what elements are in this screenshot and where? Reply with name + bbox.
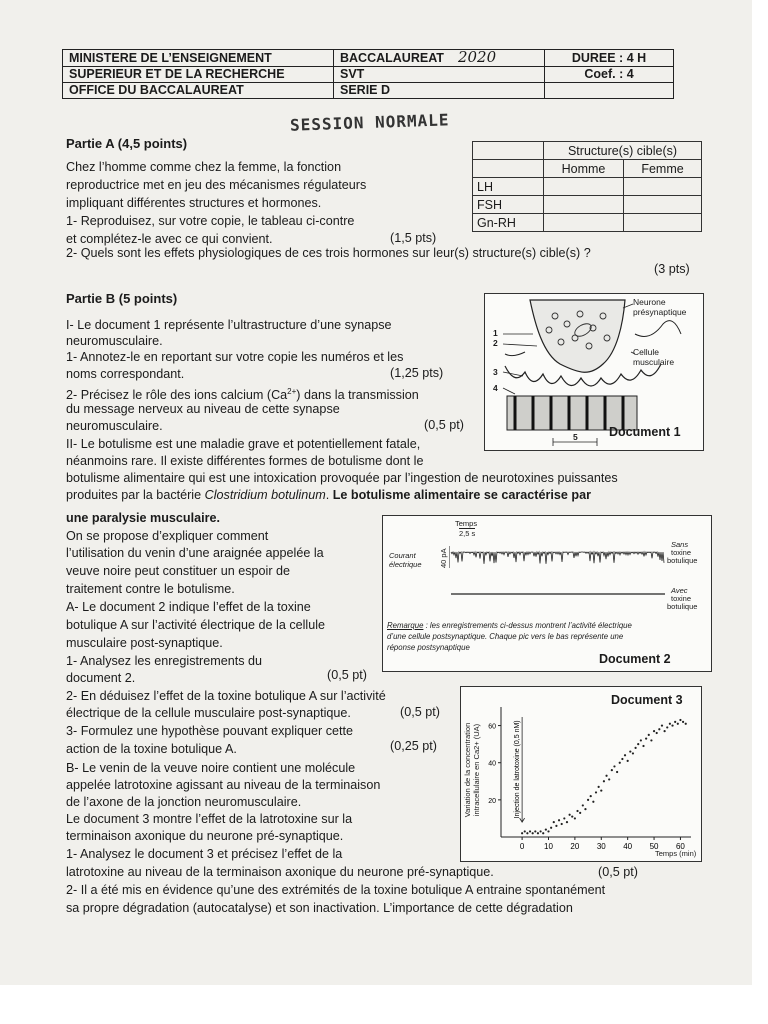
document1-figure bbox=[484, 293, 704, 451]
avec-label: botulique bbox=[667, 602, 698, 611]
avec-label: Avec bbox=[671, 586, 688, 595]
data-point bbox=[637, 743, 639, 745]
recordings bbox=[449, 538, 667, 608]
text-line: I- Le document 1 représente l’ultrastructure d’une synapse bbox=[66, 318, 392, 332]
data-point bbox=[555, 825, 557, 827]
text-line: 1- Annotez-le en reportant sur votre copie les numéros et les bbox=[66, 350, 404, 364]
sans-label: Sans bbox=[671, 540, 689, 549]
data-point bbox=[682, 721, 684, 723]
text-line: On se propose d’expliquer comment bbox=[66, 529, 269, 543]
text-line: sa propre dégradation (autocatalyse) et son inactivation. L’importance de cette dégradation bbox=[66, 901, 573, 915]
text-line: 1- Analysez le document 3 et précisez l’effet de la bbox=[66, 847, 343, 861]
data-point bbox=[579, 812, 581, 814]
data-point bbox=[532, 832, 534, 834]
document3-figure bbox=[460, 686, 702, 862]
table-header: Structure(s) cible(s) bbox=[544, 142, 702, 160]
data-point bbox=[526, 832, 528, 834]
text-line: botulique A sur l’activité électrique de la cellule bbox=[66, 618, 326, 632]
text-line: 2- Quels sont les effets physiologiques de ces trois hormones sur leur(s) structure(s) cible(s) ? bbox=[66, 246, 591, 260]
data-point bbox=[661, 724, 663, 726]
doc3-title: Document 3 bbox=[611, 693, 683, 707]
data-point bbox=[574, 817, 576, 819]
data-point bbox=[545, 828, 547, 830]
data-point bbox=[598, 786, 600, 788]
text-line: 2- En déduisez l’effet de la toxine botulique A sur l’activité bbox=[66, 689, 386, 703]
courant-label: Courant bbox=[389, 551, 416, 560]
empty-cell bbox=[545, 83, 674, 99]
trace-sans-toxine bbox=[451, 552, 664, 564]
serie-cell: SERIE D bbox=[334, 83, 545, 99]
data-point bbox=[587, 799, 589, 801]
text-line: une paralysie musculaire. bbox=[66, 511, 220, 525]
document2-figure bbox=[382, 515, 712, 672]
data-point bbox=[645, 737, 647, 739]
data-point bbox=[529, 830, 531, 832]
data-point bbox=[611, 769, 613, 771]
points-a1: (0,5 pt) bbox=[327, 668, 367, 682]
data-point bbox=[677, 723, 679, 725]
x-tick-label: 60 bbox=[675, 842, 685, 851]
temps-label: Temps bbox=[455, 519, 478, 528]
injection-label: Injection de latrotoxine (0,5 nM) bbox=[514, 720, 522, 819]
text-line: noms correspondant. bbox=[66, 367, 185, 381]
doc1-number: 5 bbox=[573, 432, 578, 442]
courant-label: électrique bbox=[389, 560, 422, 569]
doc1-number: 3 bbox=[493, 367, 498, 377]
data-point bbox=[542, 832, 544, 834]
text-line: document 2. bbox=[66, 671, 136, 685]
doc1-title: Document 1 bbox=[609, 425, 681, 439]
calcium-chart bbox=[461, 687, 701, 861]
data-point bbox=[521, 832, 523, 834]
text-line: botulisme alimentaire qui est une intoxication provoquée par l’ingestion de neurotoxines puissantes bbox=[66, 471, 618, 485]
data-point bbox=[569, 814, 571, 816]
x-tick-label: 40 bbox=[623, 842, 633, 851]
y-tick-label: 20 bbox=[488, 797, 496, 805]
data-point bbox=[664, 730, 666, 732]
data-point bbox=[592, 801, 594, 803]
data-point bbox=[653, 730, 655, 732]
data-point bbox=[524, 830, 526, 832]
text-line: appelée latrotoxine agissant au niveau de la terminaison bbox=[66, 778, 381, 792]
text-line: traitement contre le botulisme. bbox=[66, 582, 235, 596]
text-line: de l’axone de la jonction neuromusculaire. bbox=[66, 795, 302, 809]
x-tick-label: 30 bbox=[596, 842, 606, 851]
handwritten-year: 2020 bbox=[457, 48, 497, 66]
data-point bbox=[671, 724, 673, 726]
remarque: Remarque : les enregistrements ci-dessus montrent l’activité électrique d’une cellule postsynaptique. Chaque pic vers le bas représente une réponse postsynaptique bbox=[387, 621, 632, 652]
avec-label: toxine bbox=[671, 594, 692, 603]
data-point bbox=[632, 752, 634, 754]
data-point bbox=[595, 791, 597, 793]
data-point bbox=[537, 832, 539, 834]
data-point bbox=[600, 789, 602, 791]
points-a3: (0,25 pt) bbox=[390, 739, 437, 753]
subject-cell: SVT bbox=[334, 67, 545, 83]
doc1-number: 1 bbox=[493, 328, 498, 338]
table-row: FSH bbox=[473, 196, 702, 214]
text-line: électrique de la cellule musculaire post-synaptique. bbox=[66, 706, 351, 720]
x-tick-label: 10 bbox=[544, 842, 553, 851]
doc1-number: 2 bbox=[493, 338, 498, 348]
points-b-i2: (0,5 pt) bbox=[424, 418, 464, 432]
data-point bbox=[571, 815, 573, 817]
data-point bbox=[658, 728, 660, 730]
text-line: 1- Analysez les enregistrements du bbox=[66, 654, 263, 668]
partB-title: Partie B (5 points) bbox=[66, 291, 178, 306]
data-point bbox=[650, 739, 652, 741]
data-point bbox=[624, 754, 626, 756]
text-line: 1- Reproduisez, sur votre copie, le tableau ci-contre bbox=[66, 214, 355, 228]
data-point bbox=[550, 827, 552, 829]
data-point bbox=[621, 758, 623, 760]
text-line-bacteria: produites par la bactérie Clostridium botulinum. Le botulisme alimentaire se caractérise par bbox=[66, 488, 592, 502]
text-line: latrotoxine au niveau de la terminaison axonique du neurone pré-synaptique. bbox=[66, 865, 494, 879]
data-point bbox=[608, 778, 610, 780]
exam-cell: BACCALAUREAT 2020 bbox=[334, 50, 545, 67]
data-point bbox=[656, 732, 658, 734]
data-point bbox=[648, 734, 650, 736]
data-point bbox=[582, 804, 584, 806]
text-line: neuromusculaire. bbox=[66, 334, 163, 348]
ministry-line2: SUPERIEUR ET DE LA RECHERCHE bbox=[63, 67, 334, 83]
data-point bbox=[634, 747, 636, 749]
data-point bbox=[627, 760, 629, 762]
label-musculaire: musculaire bbox=[633, 357, 675, 367]
hormone-table bbox=[472, 141, 702, 232]
data-point bbox=[642, 745, 644, 747]
x-tick-label: 50 bbox=[649, 842, 659, 851]
data-point bbox=[563, 817, 565, 819]
y-tick-label: 60 bbox=[488, 723, 496, 731]
ministry-line3: OFFICE DU BACCALAUREAT bbox=[63, 83, 334, 99]
text-line: l’utilisation du venin d’une araignée appelée la bbox=[66, 546, 324, 560]
points-b-i1: (1,25 pts) bbox=[390, 366, 444, 380]
text-line: A- Le document 2 indique l’effet de la toxine bbox=[66, 600, 311, 614]
data-point bbox=[566, 821, 568, 823]
data-point bbox=[616, 771, 618, 773]
points-a1: (1,5 pts) bbox=[390, 231, 437, 245]
doc1-number: 4 bbox=[493, 383, 498, 393]
col-femme: Femme bbox=[624, 160, 702, 178]
pa-label: 40 pA bbox=[439, 548, 448, 568]
text-line: reproductrice met en jeu des mécanismes régulateurs bbox=[66, 178, 367, 192]
text-line: action de la toxine botulique A. bbox=[66, 742, 237, 756]
scale-label: 2,5 s bbox=[459, 529, 476, 538]
text-line: néanmoins rare. Il existe différentes formes de botulisme dont le bbox=[66, 454, 424, 468]
data-point bbox=[558, 819, 560, 821]
data-point bbox=[576, 810, 578, 812]
text-line: B- Le venin de la veuve noire contient une molécule bbox=[66, 761, 356, 775]
table-row: LH bbox=[473, 178, 702, 196]
sans-label: botulique bbox=[667, 556, 698, 565]
ministry-line1: MINISTERE DE L’ENSEIGNEMENT bbox=[63, 50, 334, 67]
partA-title: Partie A (4,5 points) bbox=[66, 136, 188, 151]
points-a2: (0,5 pt) bbox=[400, 705, 440, 719]
session-stamp: SESSION NORMALE bbox=[289, 110, 450, 135]
data-point bbox=[613, 765, 615, 767]
text-line: impliquant différentes structures et hormones. bbox=[66, 196, 322, 210]
data-point bbox=[685, 723, 687, 725]
data-point bbox=[679, 719, 681, 721]
data-point bbox=[590, 795, 592, 797]
doc2-title: Document 2 bbox=[599, 652, 671, 666]
text-line: neuromusculaire. bbox=[66, 419, 163, 433]
text-line: veuve noire peut constituer un espoir de bbox=[66, 564, 291, 578]
text-line: Le document 3 montre l’effet de la latrotoxine sur la bbox=[66, 812, 353, 826]
text-line-calcium: 2- Précisez le rôle des ions calcium $(Ca^{2+})$ dans la transmission bbox=[66, 387, 419, 403]
text-line: 2- Il a été mis en évidence qu’une des extrémités de la toxine botulique A entraine spontanément bbox=[66, 883, 606, 897]
data-point bbox=[619, 762, 621, 764]
data-point bbox=[539, 830, 541, 832]
y-axis-label: Variation de la concentration intracellulaire en Ca2+ (UA) bbox=[463, 722, 481, 818]
data-point bbox=[669, 723, 671, 725]
text-line: Chez l’homme comme chez la femme, la fonction bbox=[66, 160, 342, 174]
text-line: II- Le botulisme est une maladie grave et potentiellement fatale, bbox=[66, 437, 421, 451]
text-line: 3- Formulez une hypothèse pouvant expliquer cette bbox=[66, 724, 354, 738]
coef-cell: Coef. : 4 bbox=[545, 67, 674, 83]
table-row: Gn-RH bbox=[473, 214, 702, 232]
x-axis-label: Temps (min) bbox=[655, 849, 697, 858]
data-point bbox=[605, 775, 607, 777]
col-homme: Homme bbox=[544, 160, 624, 178]
data-point bbox=[561, 823, 563, 825]
data-point bbox=[640, 739, 642, 741]
text-line: du message nerveux au niveau de cette synapse bbox=[66, 402, 340, 416]
label-neurone: Neurone bbox=[633, 297, 666, 307]
x-tick-label: 20 bbox=[570, 842, 580, 851]
header-table bbox=[62, 49, 674, 99]
sans-label: toxine bbox=[671, 548, 692, 557]
x-tick-label: 0 bbox=[519, 842, 525, 851]
label-presynaptique: présynaptique bbox=[633, 307, 687, 317]
data-point bbox=[553, 821, 555, 823]
data-point bbox=[584, 808, 586, 810]
text-line: et complétez-le avec ce qui convient. bbox=[66, 232, 273, 246]
data-point bbox=[666, 726, 668, 728]
duree-cell: DUREE : 4 H bbox=[545, 50, 674, 67]
text-line: musculaire post-synaptique. bbox=[66, 636, 223, 650]
label-cellule: Cellule bbox=[633, 347, 659, 357]
data-point bbox=[629, 750, 631, 752]
points-a2: (3 pts) bbox=[654, 262, 690, 276]
data-point bbox=[674, 721, 676, 723]
data-point bbox=[534, 830, 536, 832]
points-b1: (0,5 pt) bbox=[598, 865, 638, 879]
data-point bbox=[547, 830, 549, 832]
y-tick-label: 40 bbox=[488, 760, 496, 768]
data-point bbox=[603, 780, 605, 782]
text-line: terminaison axonique du neurone pré-synaptique. bbox=[66, 829, 344, 843]
